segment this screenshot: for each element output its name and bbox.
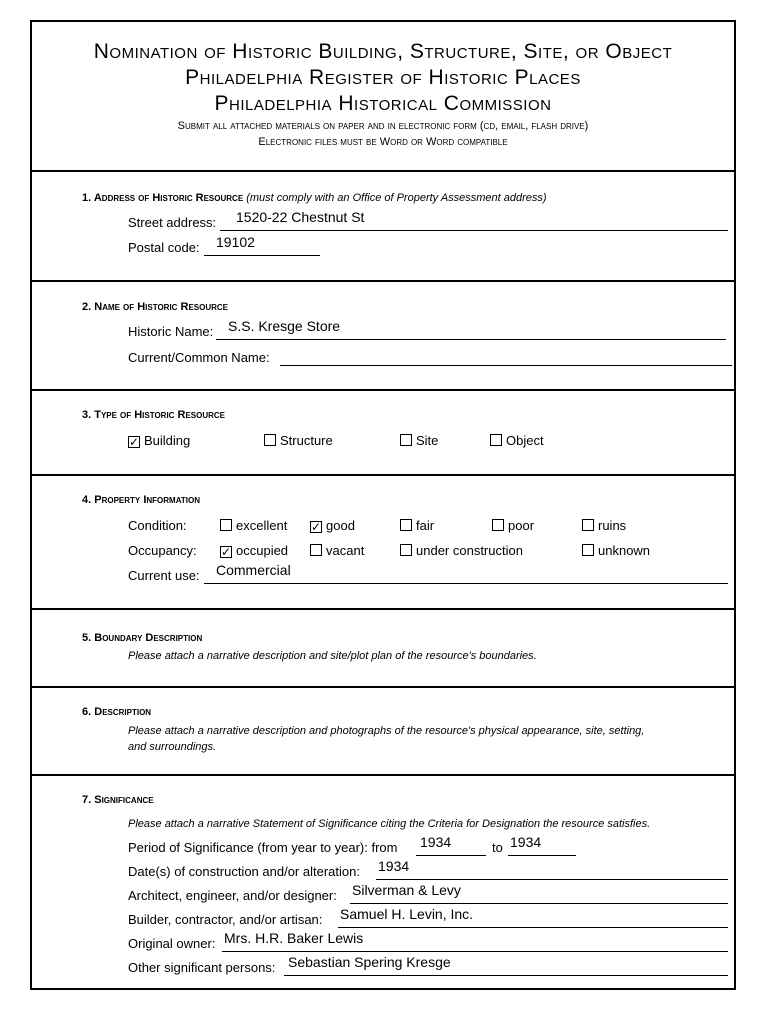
section-7-title [82,794,154,806]
checkbox-unknown[interactable] [582,544,594,556]
divider [32,608,734,610]
original-owner-label: Original owner: [128,936,216,951]
section-number: 5. [82,632,92,644]
checkbox-under-construction[interactable] [400,544,412,556]
divider [32,686,734,688]
period-to-label: to [492,840,503,855]
occupancy-occupied-option[interactable] [220,543,288,558]
postal-code-value: 19102 [216,234,255,250]
section-2-title [82,301,228,313]
boundary-instructions: Please attach a narrative description and site/plot plan of the resource's boundaries. [128,650,537,662]
type-object-option[interactable] [490,433,544,448]
nomination-form [30,20,736,990]
section-heading: Name of Historic Resource [94,301,228,313]
historic-name-field[interactable] [216,318,726,340]
type-site-option[interactable] [400,433,438,448]
section-4-title [82,494,200,506]
architect-value: Silverman & Levy [352,882,461,898]
section-heading: Significance [94,794,154,806]
period-to-field[interactable] [508,834,576,856]
historic-name-value: S.S. Kresge Store [228,318,341,334]
section-heading: Type of Historic Resource [94,409,226,421]
section-number: 4. [82,494,92,506]
option-label: good [326,518,355,533]
section-note: (must comply with an Office of Property Assessment address) [246,192,547,204]
checkbox-good[interactable]: ✓ [311,520,322,534]
section-number: 2. [82,301,92,313]
condition-fair-option[interactable] [400,518,434,533]
checkbox-site[interactable] [400,434,412,446]
period-to-value: 1934 [510,834,542,850]
current-use-value: Commercial [216,562,291,578]
divider [32,474,734,476]
street-address-field[interactable] [220,209,728,231]
postal-code-field[interactable] [204,234,320,256]
period-label: Period of Significance (from year to year): from [128,840,398,855]
section-number: 7. [82,794,92,806]
checkbox-excellent[interactable] [220,519,232,531]
period-from-field[interactable] [416,834,486,856]
section-number: 1. [82,192,92,204]
builder-value: Samuel H. Levin, Inc. [340,906,474,922]
period-from-value: 1934 [420,834,452,850]
checkbox-vacant[interactable] [310,544,322,556]
description-instructions-line2: and surroundings. [128,741,217,753]
option-label: unknown [598,543,651,558]
street-address-label: Street address: [128,215,217,230]
divider [32,170,734,172]
checkbox-ruins[interactable] [582,519,594,531]
builder-field[interactable] [338,906,728,928]
divider [32,389,734,391]
significance-instructions: Please attach a narrative Statement of Significance citing the Criteria for Designation the resource satisfies. [128,818,651,830]
original-owner-value: Mrs. H.R. Baker Lewis [224,930,364,946]
construction-dates-label: Date(s) of construction and/or alteration: [128,864,360,879]
form-title: Nomination of Historic Building, Structure, Site, or Object [93,40,673,63]
type-structure-option[interactable] [264,433,333,448]
significant-persons-field[interactable] [284,954,728,976]
street-address-value: 1520-22 Chestnut St [236,209,365,225]
commission-title: Philadelphia Historical Commission [214,92,552,115]
section-5-title [82,632,202,644]
section-number: 6. [82,706,92,718]
option-label: excellent [236,518,288,533]
option-label: under construction [416,543,523,558]
option-label: Building [144,433,191,448]
option-label: poor [508,518,535,533]
type-building-option[interactable] [128,433,190,448]
description-instructions-line1: Please attach a narrative description and photographs of the resource's physical appearance, site, setting, [128,725,645,737]
postal-code-label: Postal code: [128,240,200,255]
occupancy-unknown-option[interactable] [582,543,650,558]
option-label: Site [416,433,439,448]
occupancy-under-construction-option[interactable] [400,543,523,558]
condition-poor-option[interactable] [492,518,534,533]
architect-label: Architect, engineer, and/or designer: [128,888,337,903]
option-label: Object [506,433,544,448]
condition-label: Condition: [128,518,187,533]
section-heading: Description [94,706,152,718]
option-label: ruins [598,518,627,533]
submit-instructions: Submit all attached materials on paper and in electronic form (cd, email, flash drive) [177,120,589,132]
divider [32,774,734,776]
construction-dates-value: 1934 [378,858,410,874]
significant-persons-label: Other significant persons: [128,960,276,975]
section-1-title [82,192,547,204]
section-number: 3. [82,409,92,421]
checkbox-object[interactable] [490,434,502,446]
section-6-title [82,706,151,718]
checkbox-fair[interactable] [400,519,412,531]
option-label: vacant [326,543,365,558]
current-use-field[interactable] [204,562,728,584]
occupancy-label: Occupancy: [128,543,197,558]
register-title: Philadelphia Register of Historic Places [185,66,581,89]
option-label: Structure [280,433,333,448]
architect-field[interactable] [350,882,728,904]
option-label: fair [416,518,435,533]
file-format-instructions: Electronic files must be Word or Word compatible [258,136,508,148]
significant-persons-value: Sebastian Spering Kresge [288,954,451,970]
original-owner-field[interactable] [222,930,728,952]
section-heading: Address of Historic Resource [93,192,244,204]
condition-excellent-option[interactable] [220,518,287,533]
current-use-label: Current use: [128,568,200,583]
option-label: occupied [236,543,289,558]
condition-good-option[interactable] [310,518,355,533]
common-name-label: Current/Common Name: [128,350,270,365]
common-name-field[interactable] [280,349,732,366]
checkbox-building[interactable]: ✓ [129,435,140,449]
checkbox-occupied[interactable]: ✓ [221,545,232,559]
divider [32,280,734,282]
section-heading: Property Information [94,494,200,506]
construction-dates-field[interactable] [376,858,728,880]
checkbox-structure[interactable] [264,434,276,446]
condition-ruins-option[interactable] [582,518,626,533]
section-heading: Boundary Description [94,632,203,644]
section-3-title [82,409,225,421]
occupancy-vacant-option[interactable] [310,543,364,558]
historic-name-label: Historic Name: [128,324,214,339]
checkbox-poor[interactable] [492,519,504,531]
builder-label: Builder, contractor, and/or artisan: [128,912,323,927]
